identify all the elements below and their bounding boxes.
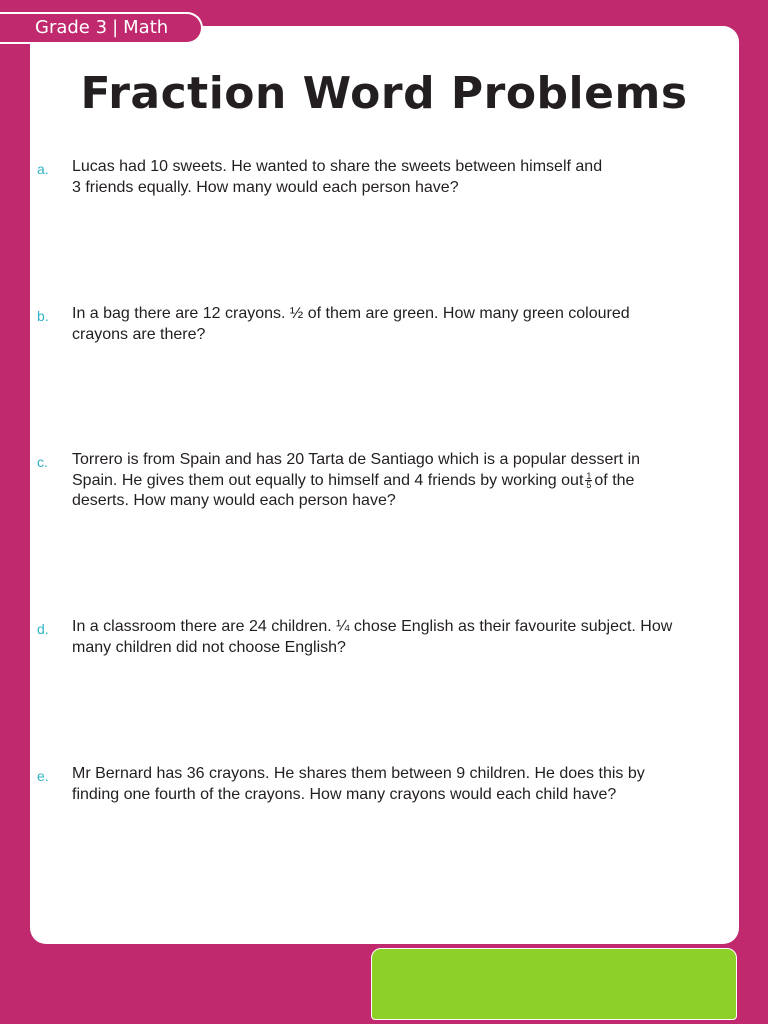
- problem-line: deserts. How many would each person have?: [72, 492, 396, 509]
- problem-line: finding one fourth of the crayons. How many crayons would each child have?: [72, 785, 617, 803]
- fraction-one-fifth: [585, 472, 592, 489]
- problem-letter: b.: [37, 308, 49, 324]
- problem-line: Lucas had 10 sweets. He wanted to share the sweets between himself and: [72, 158, 603, 175]
- problem-text: [72, 764, 722, 805]
- problem-letter: d.: [37, 621, 49, 637]
- fraction-numerator: 1: [586, 470, 592, 481]
- problem-line: Spain. He gives them out equally to himself and 4 friends by working out: [72, 471, 584, 489]
- subject-label: Math: [123, 17, 169, 38]
- answer-box: [371, 948, 737, 1020]
- problem-line: In a bag there are 12 crayons. ½ of them are green. How many green coloured: [72, 305, 630, 322]
- grade-subject-tag: [0, 12, 203, 44]
- grade-label: Grade 3: [35, 17, 108, 38]
- problem-letter: e.: [37, 768, 49, 784]
- problem-line: Torrero is from Spain and has 20 Tarta de Santiago which is a popular dessert in: [72, 451, 641, 468]
- problem-letter: c.: [37, 454, 48, 470]
- problem-line: Mr Bernard has 36 crayons. He shares them between 9 children. He does this by: [72, 765, 645, 782]
- problem-line: of the: [594, 471, 635, 489]
- problem-text: [72, 304, 722, 345]
- problem-line: many children did not choose English?: [72, 638, 346, 656]
- problem-line: 3 friends equally. How many would each person have?: [72, 178, 459, 196]
- tag-separator: |: [112, 17, 119, 38]
- problem-text: [72, 450, 722, 512]
- problem-text: [72, 157, 722, 198]
- problem-line: In a classroom there are 24 children. ¼ chose English as their favourite subject. How: [72, 618, 673, 635]
- page-title: Fraction Word Problems: [80, 68, 688, 119]
- problem-text: [72, 617, 722, 658]
- fraction-denominator: 5: [586, 479, 592, 490]
- problem-letter: a.: [37, 161, 49, 177]
- problem-line: crayons are there?: [72, 325, 206, 343]
